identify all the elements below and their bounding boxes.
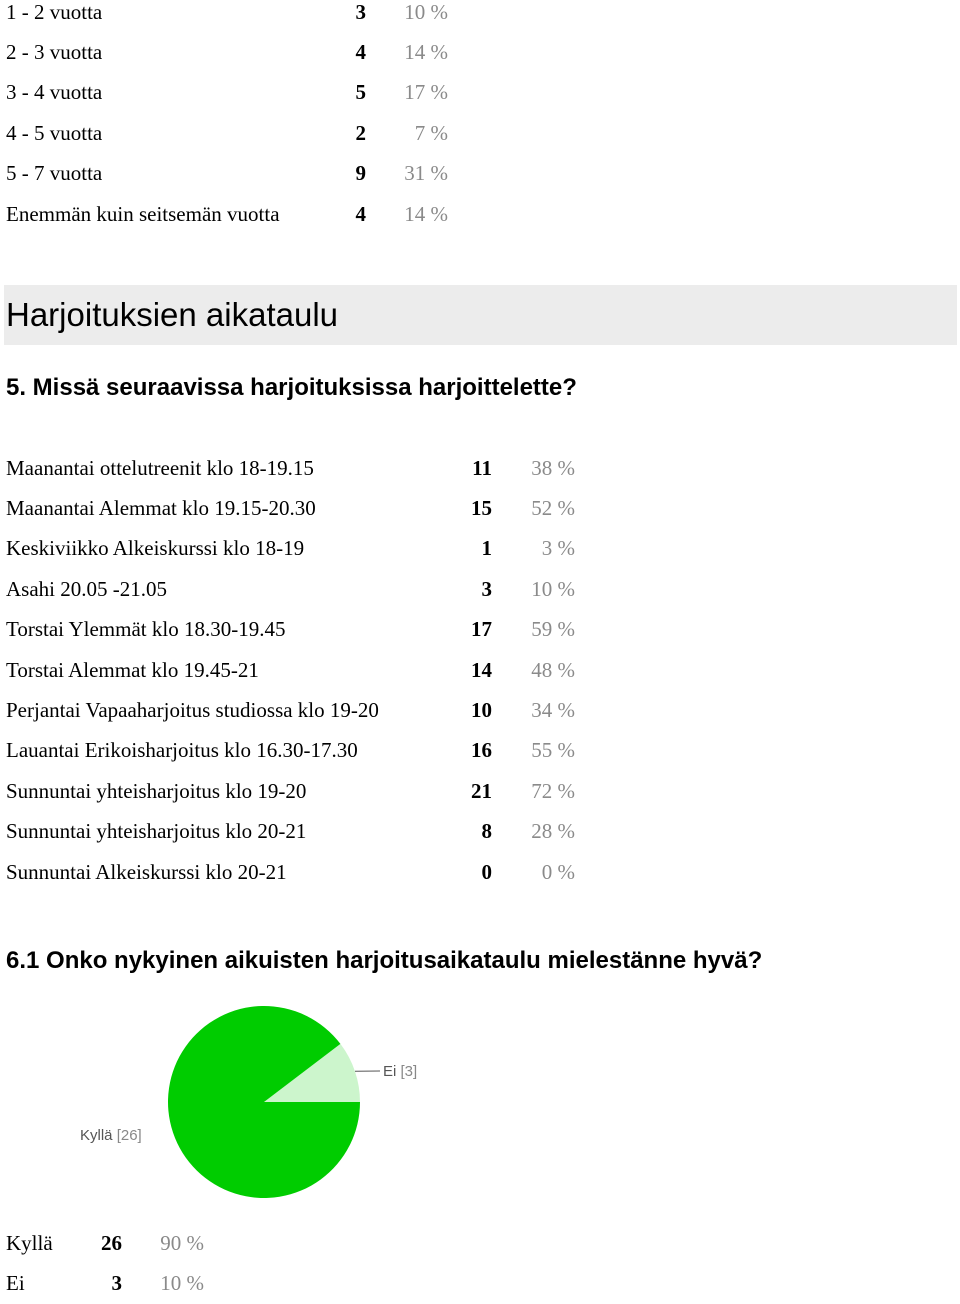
- response-count: 3: [66, 1263, 122, 1303]
- response-percent: 59 %: [492, 610, 575, 650]
- pie-label: Ei [3]: [383, 1063, 417, 1080]
- pie-slice-kylla: [168, 1006, 360, 1198]
- response-count: 14: [436, 650, 492, 690]
- response-percent: 38 %: [492, 448, 575, 488]
- option-label: Perjantai Vapaaharjoitus studiossa klo 19-20: [6, 690, 436, 730]
- result-row: [6, 771, 575, 811]
- option-label: Torstai Alemmat klo 19.45-21: [6, 650, 436, 690]
- response-percent: 28 %: [492, 812, 575, 852]
- result-row: [6, 154, 448, 194]
- response-count: 26: [66, 1223, 122, 1263]
- option-label: Keskiviikko Alkeiskurssi klo 18-19: [6, 529, 436, 569]
- response-count: 11: [436, 448, 492, 488]
- response-percent: 3 %: [492, 529, 575, 569]
- result-row: [6, 448, 575, 488]
- option-label: 3 - 4 vuotta: [6, 73, 306, 113]
- question-5-title: 5. Missä seuraavissa harjoituksissa harjoittelette?: [6, 374, 577, 402]
- response-percent: 34 %: [492, 690, 575, 730]
- response-percent: 90 %: [122, 1223, 204, 1263]
- question-6-1-title: 6.1 Onko nykyinen aikuisten harjoitusaikataulu mielestänne hyvä?: [6, 947, 762, 975]
- option-label: Asahi 20.05 -21.05: [6, 569, 436, 609]
- response-percent: 72 %: [492, 771, 575, 811]
- q4-results-table: [6, 0, 448, 234]
- result-row: [6, 0, 448, 32]
- option-label: 1 - 2 vuotta: [6, 0, 306, 32]
- result-row: [6, 569, 575, 609]
- option-label: Sunnuntai yhteisharjoitus klo 19-20: [6, 771, 436, 811]
- option-label: 5 - 7 vuotta: [6, 154, 306, 194]
- response-percent: 31 %: [366, 154, 448, 194]
- result-row: [6, 488, 575, 528]
- response-percent: 10 %: [122, 1263, 204, 1303]
- option-label: Maanantai ottelutreenit klo 18-19.15: [6, 448, 436, 488]
- response-percent: 52 %: [492, 488, 575, 528]
- option-label: Torstai Ylemmät klo 18.30-19.45: [6, 610, 436, 650]
- response-count: 8: [436, 812, 492, 852]
- response-percent: 14 %: [366, 194, 448, 234]
- response-percent: 14 %: [366, 32, 448, 72]
- result-row: [6, 812, 575, 852]
- response-count: 15: [436, 488, 492, 528]
- response-count: 17: [436, 610, 492, 650]
- response-percent: 10 %: [492, 569, 575, 609]
- q6-1-pie-chart: [0, 995, 520, 1205]
- response-count: 9: [306, 154, 366, 194]
- option-label: Lauantai Erikoisharjoitus klo 16.30-17.30: [6, 731, 436, 771]
- option-label: Sunnuntai yhteisharjoitus klo 20-21: [6, 812, 436, 852]
- option-label: 2 - 3 vuotta: [6, 32, 306, 72]
- result-row: [6, 852, 575, 892]
- response-count: 3: [306, 0, 366, 32]
- result-row: [6, 690, 575, 730]
- option-label: Enemmän kuin seitsemän vuotta: [6, 194, 306, 234]
- result-row: [6, 1263, 204, 1303]
- response-percent: 48 %: [492, 650, 575, 690]
- option-label: Kyllä: [6, 1223, 66, 1263]
- result-row: [6, 113, 448, 153]
- option-label: Maanantai Alemmat klo 19.15-20.30: [6, 488, 436, 528]
- response-percent: 7 %: [366, 113, 448, 153]
- q5-results-table: [6, 448, 575, 892]
- response-count: 2: [306, 113, 366, 153]
- result-row: [6, 529, 575, 569]
- option-label: Sunnuntai Alkeiskurssi klo 20-21: [6, 852, 436, 892]
- response-percent: 17 %: [366, 73, 448, 113]
- result-row: [6, 650, 575, 690]
- section-title: Harjoituksien aikataulu: [6, 285, 338, 345]
- response-count: 10: [436, 690, 492, 730]
- response-count: 5: [306, 73, 366, 113]
- result-row: [6, 194, 448, 234]
- result-row: [6, 610, 575, 650]
- result-row: [6, 73, 448, 113]
- response-percent: 55 %: [492, 731, 575, 771]
- result-row: [6, 731, 575, 771]
- response-count: 3: [436, 569, 492, 609]
- option-label: 4 - 5 vuotta: [6, 113, 306, 153]
- response-count: 4: [306, 194, 366, 234]
- response-count: 21: [436, 771, 492, 811]
- response-percent: 0 %: [492, 852, 575, 892]
- response-count: 0: [436, 852, 492, 892]
- q6-1-results-table: [6, 1223, 204, 1304]
- option-label: Ei: [6, 1263, 66, 1303]
- response-count: 4: [306, 32, 366, 72]
- result-row: [6, 32, 448, 72]
- result-row: [6, 1223, 204, 1263]
- response-percent: 10 %: [366, 0, 448, 32]
- pie-label: Kyllä [26]: [80, 1127, 142, 1144]
- response-count: 16: [436, 731, 492, 771]
- response-count: 1: [436, 529, 492, 569]
